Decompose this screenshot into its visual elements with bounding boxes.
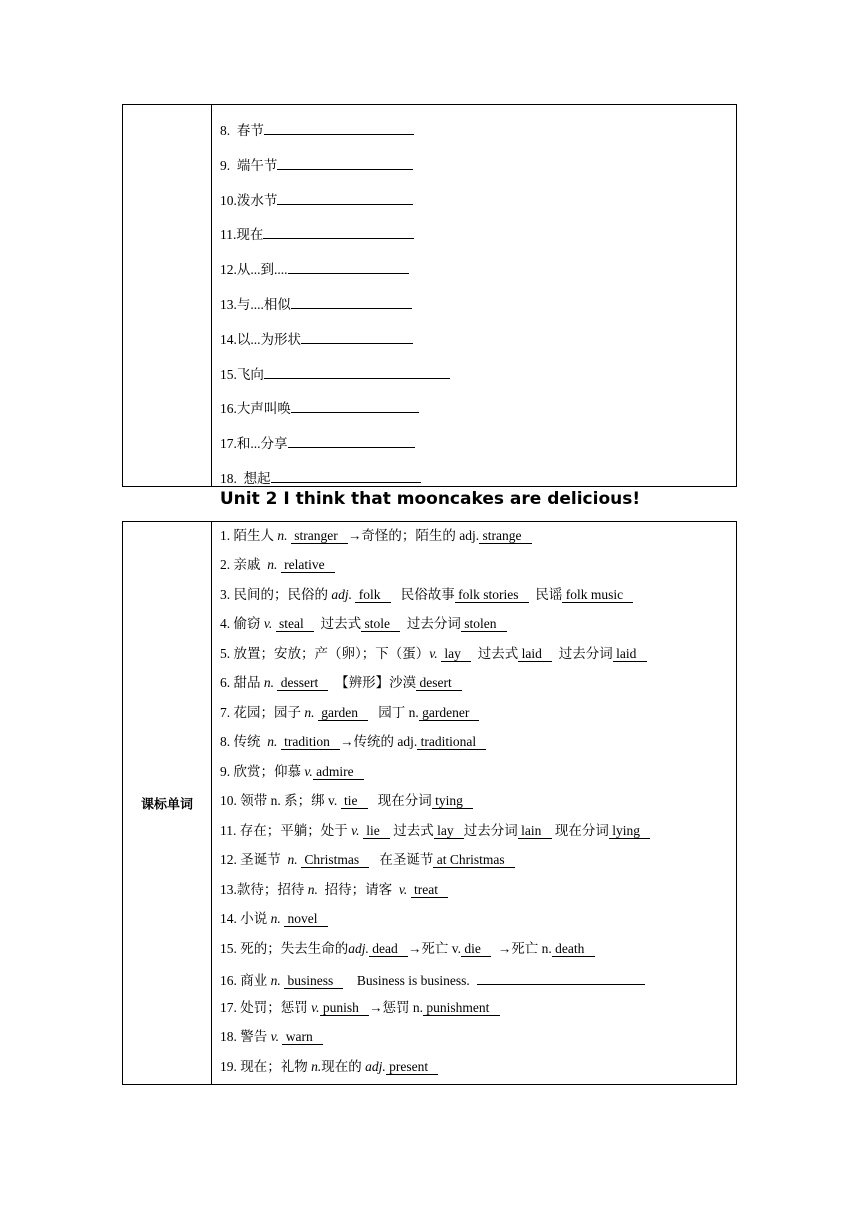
row-text: 现在分词 xyxy=(554,823,609,838)
row-text: 16. 商业 xyxy=(220,973,268,988)
row-text: 现在分词 xyxy=(377,793,432,808)
list-item xyxy=(220,467,732,488)
item-number: 15. xyxy=(220,367,237,382)
answer: lay xyxy=(433,823,464,838)
word-row xyxy=(220,1058,732,1076)
row-text: →死亡 n. xyxy=(497,941,552,956)
row-text: 9. 欣赏；仰慕 xyxy=(220,764,301,779)
row-text: v. xyxy=(304,764,313,779)
item-text: 与....相似 xyxy=(236,297,291,312)
row-text: 过去式 xyxy=(477,646,519,661)
word-row xyxy=(220,940,732,958)
word-row xyxy=(220,910,732,928)
row-text: 【辨形】沙漠 xyxy=(335,675,417,690)
row-text: Business is business. xyxy=(356,973,470,988)
answer-blank[interactable] xyxy=(301,328,413,344)
row-text: v. xyxy=(398,882,408,897)
row-text: adj. xyxy=(348,941,369,956)
row-text: 14. 小说 xyxy=(220,911,268,926)
row-text: n. xyxy=(307,882,318,897)
answer: folk xyxy=(355,587,391,602)
answer: laid xyxy=(518,646,552,661)
answer: tying xyxy=(431,793,474,808)
row-text: 17. 处罚；惩罚 xyxy=(220,1000,308,1015)
row-text: n. xyxy=(263,675,274,690)
answer: death xyxy=(551,941,595,956)
row-text: 2. 亲戚 xyxy=(220,557,261,572)
answer: admire xyxy=(312,764,364,779)
item-text: 大声叫唤 xyxy=(236,401,291,416)
word-row xyxy=(220,969,732,990)
vocab-table-2 xyxy=(122,521,737,1085)
item-number: 18. xyxy=(220,471,237,486)
row-text: v. xyxy=(429,646,438,661)
word-row xyxy=(220,792,732,810)
item-number: 8. xyxy=(220,123,231,138)
item-text: 春节 xyxy=(236,123,264,138)
list-item xyxy=(220,432,732,453)
row-text: n. xyxy=(311,1059,322,1074)
row-text: →传统的 adj. xyxy=(340,734,418,749)
item-number: 17. xyxy=(220,436,237,451)
answer: business xyxy=(284,973,344,988)
row-text: v. xyxy=(263,616,273,631)
word-row xyxy=(220,674,732,692)
row-text: 8. 传统 xyxy=(220,734,261,749)
answer: laid xyxy=(612,646,647,661)
word-row xyxy=(220,881,732,899)
answer: punish xyxy=(319,1000,370,1015)
answer: lie xyxy=(362,823,390,838)
item-number: 11. xyxy=(220,227,237,242)
row-text: adj. xyxy=(365,1059,386,1074)
answer: stranger xyxy=(290,528,348,543)
list-item xyxy=(220,293,732,314)
row-text: 7. 花园；园子 xyxy=(220,705,301,720)
answer-blank[interactable] xyxy=(264,363,450,379)
category-label: 课标单词 xyxy=(140,797,193,813)
row-text: 民俗故事 xyxy=(400,587,455,602)
row-text: 招待；请客 xyxy=(324,882,393,897)
item-number: 13. xyxy=(220,297,237,312)
answer-blank[interactable] xyxy=(271,467,421,483)
answer: punishment xyxy=(423,1000,500,1015)
word-row xyxy=(220,822,732,840)
answer: strange xyxy=(479,528,532,543)
answer: lying xyxy=(608,823,651,838)
row-text: 3. 民间的；民俗的 xyxy=(220,587,328,602)
answer: Christmas xyxy=(301,852,370,867)
word-row xyxy=(220,527,732,545)
word-row xyxy=(220,1028,732,1046)
word-row xyxy=(220,704,732,722)
answer-blank[interactable] xyxy=(291,293,412,309)
row-text: 在圣诞节 xyxy=(379,852,434,867)
row-text: 民谣 xyxy=(535,587,563,602)
answer-blank[interactable] xyxy=(263,223,414,239)
item-number: 9. xyxy=(220,158,231,173)
item-text: 端午节 xyxy=(236,158,278,173)
row-text: 过去式 xyxy=(320,616,362,631)
list-item xyxy=(220,258,732,279)
answer: dead xyxy=(368,941,408,956)
answer: stole xyxy=(361,616,401,631)
word-row xyxy=(220,999,732,1017)
row-text: n. xyxy=(277,528,288,543)
row-text: 10. 领带 n. 系；绑 v. xyxy=(220,793,338,808)
row-text: 15. 死的；失去生命的 xyxy=(220,941,349,956)
answer: folk music xyxy=(562,587,634,602)
row-text: 13.款待；招待 xyxy=(220,882,305,897)
row-text: 12. 圣诞节 xyxy=(220,852,281,867)
answer-blank[interactable] xyxy=(288,258,409,274)
row-text: v. xyxy=(311,1000,320,1015)
row-text: v. xyxy=(351,823,360,838)
row-text: 园丁 n. xyxy=(378,705,419,720)
row-text: n. xyxy=(270,911,281,926)
list-item xyxy=(220,328,732,349)
row-text: 过去式 xyxy=(393,823,434,838)
answer-blank[interactable] xyxy=(264,119,414,135)
list-item xyxy=(220,363,732,384)
item-text: 和...分享 xyxy=(236,436,288,451)
item-text: 从...到.... xyxy=(236,262,288,277)
list-item xyxy=(220,397,732,418)
row-text: 过去分词 xyxy=(406,616,461,631)
answer: steal xyxy=(275,616,314,631)
word-row xyxy=(220,615,732,633)
row-text: →惩罚 n. xyxy=(369,1000,424,1015)
row-text: n. xyxy=(287,852,298,867)
row-text: 过去分词 xyxy=(463,823,518,838)
category-cell xyxy=(123,105,212,486)
answer: warn xyxy=(282,1029,323,1044)
answer: stolen xyxy=(460,616,507,631)
row-text: 18. 警告 xyxy=(220,1029,268,1044)
row-text: adj. xyxy=(331,587,353,602)
row-text: 4. 偷窃 xyxy=(220,616,261,631)
answer: gardener xyxy=(418,705,480,720)
answer: die xyxy=(461,941,491,956)
item-text: 以...为形状 xyxy=(236,332,301,347)
row-text: n. xyxy=(267,734,278,749)
answer-blank[interactable] xyxy=(277,189,413,205)
answer-blank[interactable] xyxy=(288,432,415,448)
list-item xyxy=(220,154,732,175)
answer: lain xyxy=(517,823,552,838)
word-row xyxy=(220,733,732,751)
row-text: n. xyxy=(270,973,281,988)
item-text: 飞向 xyxy=(236,367,264,382)
list-item xyxy=(220,119,732,140)
item-text: 现在 xyxy=(236,227,264,242)
row-text: →死亡 v. xyxy=(407,941,461,956)
answer: tie xyxy=(340,793,368,808)
answer: dessert xyxy=(277,675,329,690)
row-text: 11. 存在；平躺；处于 xyxy=(220,823,348,838)
unit-title: Unit 2 I think that mooncakes are delicious! xyxy=(219,489,641,509)
answer: desert xyxy=(416,675,462,690)
word-row xyxy=(220,851,732,869)
row-text: 1. 陌生人 xyxy=(220,528,274,543)
category-cell xyxy=(123,522,212,1084)
answer: tradition xyxy=(280,734,340,749)
answer: garden xyxy=(317,705,369,720)
row-text: 19. 现在；礼物 xyxy=(220,1059,308,1074)
item-text: 泼水节 xyxy=(236,193,278,208)
row-text: 6. 甜品 xyxy=(220,675,261,690)
item-number: 14. xyxy=(220,332,237,347)
item-number: 16. xyxy=(220,401,237,416)
answer: lay xyxy=(441,646,471,661)
answer: present xyxy=(385,1059,439,1074)
list-item xyxy=(220,223,732,244)
answer: relative xyxy=(280,557,335,572)
answer: traditional xyxy=(417,734,487,749)
word-row xyxy=(220,556,732,574)
answer: at Christmas xyxy=(433,852,515,867)
answer-blank[interactable] xyxy=(477,969,645,985)
item-number: 10. xyxy=(220,193,237,208)
word-row xyxy=(220,586,732,604)
row-text: 5. 放置；安放；产（卵）；下（蛋） xyxy=(220,646,430,661)
row-text: →奇怪的；陌生的 adj. xyxy=(347,528,480,543)
word-row xyxy=(220,763,732,781)
vocab-table-1 xyxy=(122,104,737,487)
word-row xyxy=(220,645,732,663)
row-text: 现在的 xyxy=(321,1059,362,1074)
row-text: v. xyxy=(270,1029,279,1044)
answer-blank[interactable] xyxy=(291,397,419,413)
row-text: 过去分词 xyxy=(558,646,613,661)
list-item xyxy=(220,189,732,210)
item-number: 12. xyxy=(220,262,237,277)
answer: treat xyxy=(410,882,449,897)
row-text: n. xyxy=(304,705,315,720)
row-text: n. xyxy=(267,557,278,572)
answer-blank[interactable] xyxy=(277,154,413,170)
answer: novel xyxy=(284,911,328,926)
answer: folk stories xyxy=(454,587,529,602)
item-text: 想起 xyxy=(243,471,271,486)
